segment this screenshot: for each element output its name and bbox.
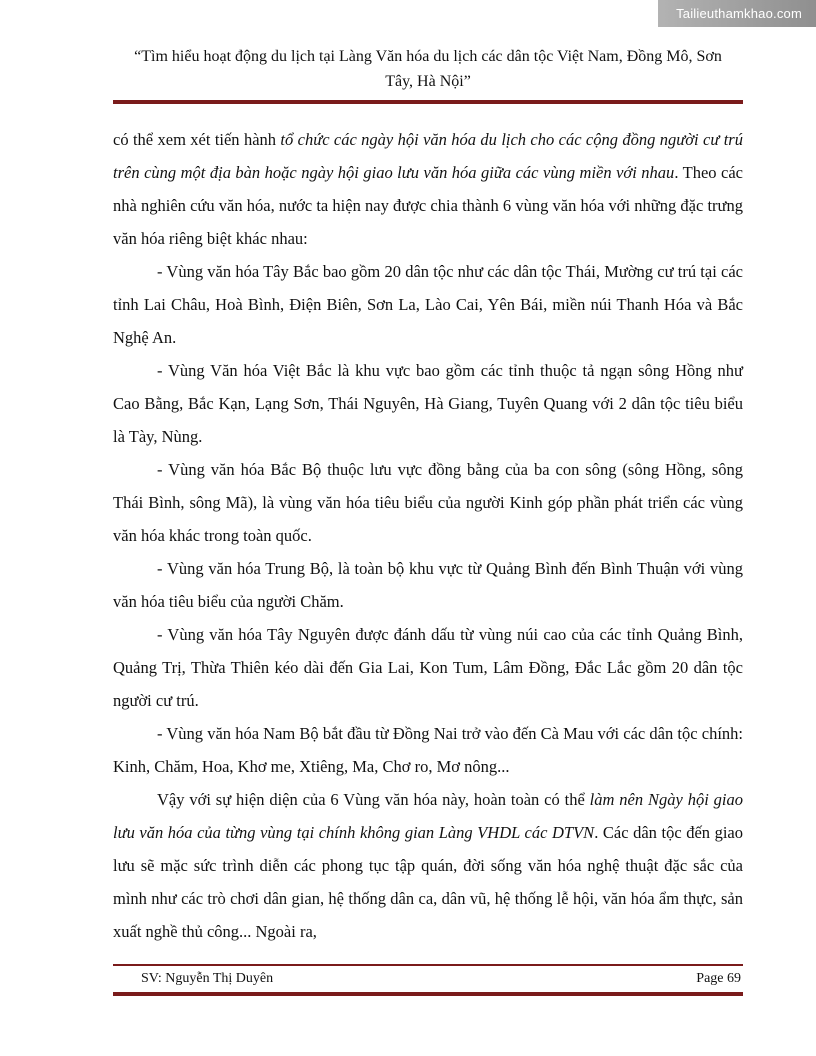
footer-page-number: Page 69 <box>696 971 741 986</box>
watermark-badge <box>658 0 816 27</box>
paragraph <box>113 453 743 552</box>
paragraph-segment: Vậy với sự hiện diện của 6 Vùng văn hóa này, hoàn toàn có thể <box>157 790 590 809</box>
paragraph-segment: - Vùng Văn hóa Việt Bắc là khu vực bao gồm các tỉnh thuộc tả ngạn sông Hồng như Cao Bằng, Bắc Kạn, Lạng Sơn, Thái Nguyên, Hà Giang, Tuyên Quang với 2 dân tộc tiêu biểu là Tày, Nùng. <box>113 361 743 446</box>
paragraph <box>113 255 743 354</box>
header-rule <box>113 100 743 104</box>
paragraph <box>113 354 743 453</box>
footer-row <box>113 966 743 992</box>
document-title: “Tìm hiểu hoạt động du lịch tại Làng Văn hóa du lịch các dân tộc Việt Nam, Đồng Mô, Sơn Tây, Hà Nội” <box>134 48 722 90</box>
document-body <box>113 123 743 948</box>
document-footer <box>113 964 743 996</box>
paragraph-segment: - Vùng văn hóa Tây Nguyên được đánh dấu từ vùng núi cao của các tỉnh Quảng Bình, Quảng Trị, Thừa Thiên kéo dài đến Gia Lai, Kon Tum, Lâm Đồng, Đắc Lắc gồm 20 dân tộc người cư trú. <box>113 625 743 710</box>
footer-author: SV: Nguyễn Thị Duyên <box>141 971 274 986</box>
paragraph <box>113 783 743 948</box>
paragraph-segment-italic: làm nên Ngày hội giao lưu văn hóa của từng vùng tại chính không gian Làng VHDL các DTVN <box>113 790 743 842</box>
paragraph-segment: - Vùng văn hóa Bắc Bộ thuộc lưu vực đồng bằng của ba con sông (sông Hồng, sông Thái Bình, sông Mã), là vùng văn hóa tiêu biểu của người Kinh góp phần phát triển các vùng văn hóa khác trong toàn quốc. <box>113 460 743 545</box>
paragraph-segment: - Vùng văn hóa Tây Bắc bao gồm 20 dân tộc như các dân tộc Thái, Mường cư trú tại các tỉnh Lai Châu, Hoà Bình, Điện Biên, Sơn La, Lào Cai, Yên Bái, miền núi Thanh Hóa và Bắc Nghệ An. <box>113 262 743 347</box>
paragraph <box>113 717 743 783</box>
paragraph-segment: . Các dân tộc đến giao lưu sẽ mặc sức trình diễn các phong tục tập quán, đời sống văn hóa nghệ thuật đặc sắc của mình như các trò chơi dân gian, hệ thống dân ca, dân vũ, hệ thống lễ hội, văn hóa ẩm thực, sản xuất nghề thủ công... Ngoài ra, <box>113 823 743 941</box>
paragraph <box>113 618 743 717</box>
paragraph-segment: có thể xem xét tiến hành <box>113 130 281 149</box>
watermark-text: Tailieuthamkhao.com <box>676 6 802 21</box>
paragraph-segment-italic: tổ chức các ngày hội văn hóa du lịch cho các cộng đồng người cư trú trên cùng một địa bàn hoặc ngày hội giao lưu văn hóa giữa các vùng miền với nhau <box>113 130 743 182</box>
document-header <box>113 44 743 104</box>
paragraph <box>113 123 743 255</box>
page-content <box>113 44 743 948</box>
paragraph-segment: . Theo các nhà nghiên cứu văn hóa, nước ta hiện nay được chia thành 6 vùng văn hóa với những đặc trưng văn hóa riêng biệt khác nhau: <box>113 163 743 248</box>
paragraph-segment: - Vùng văn hóa Trung Bộ, là toàn bộ khu vực từ Quảng Bình đến Bình Thuận với vùng văn hóa tiêu biểu của người Chăm. <box>113 559 743 611</box>
paragraph-segment: - Vùng văn hóa Nam Bộ bắt đầu từ Đồng Nai trở vào đến Cà Mau với các dân tộc chính: Kinh, Chăm, Hoa, Khơ me, Xtiêng, Ma, Chơ ro, Mơ nông... <box>113 724 743 776</box>
footer-rule-bottom <box>113 992 743 996</box>
paragraph <box>113 552 743 618</box>
